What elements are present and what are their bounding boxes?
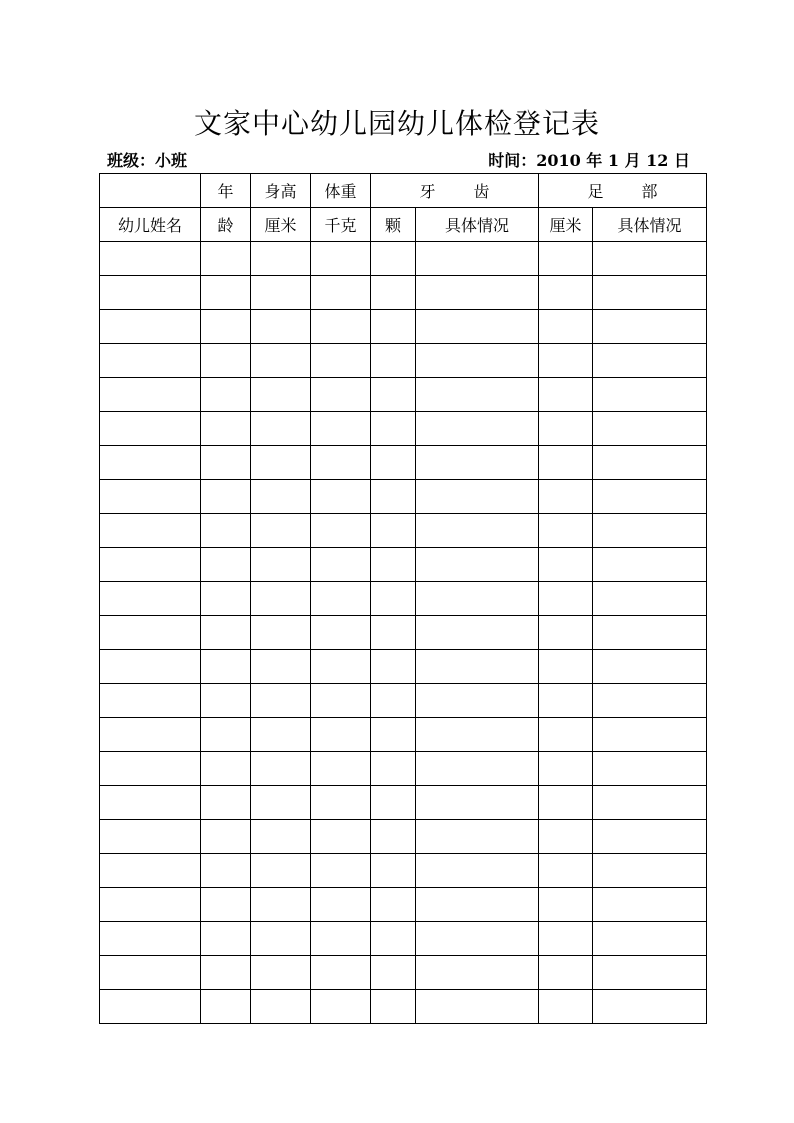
foot-cell bbox=[539, 650, 593, 684]
height-cell bbox=[251, 650, 311, 684]
height-cell bbox=[251, 548, 311, 582]
name-cell bbox=[100, 344, 201, 378]
height-unit-header: 厘米 bbox=[251, 208, 311, 242]
foot-header bbox=[539, 174, 707, 208]
teeth-detail-cell bbox=[416, 990, 539, 1024]
name-cell bbox=[100, 752, 201, 786]
table-row bbox=[100, 854, 707, 888]
page-title: 文家中心幼儿园幼儿体检登记表 bbox=[193, 107, 600, 140]
foot-cell bbox=[539, 242, 593, 276]
header-row-2 bbox=[100, 208, 707, 242]
age-cell bbox=[201, 888, 251, 922]
teeth-detail-cell bbox=[416, 888, 539, 922]
height-cell bbox=[251, 922, 311, 956]
teeth-detail-cell bbox=[416, 582, 539, 616]
teeth-count-cell bbox=[371, 650, 416, 684]
header-row-1 bbox=[100, 174, 707, 208]
teeth-count-cell bbox=[371, 718, 416, 752]
name-cell bbox=[100, 616, 201, 650]
age-cell bbox=[201, 412, 251, 446]
height-cell bbox=[251, 956, 311, 990]
weight-cell bbox=[311, 684, 371, 718]
weight-cell bbox=[311, 344, 371, 378]
foot-detail-cell bbox=[593, 650, 707, 684]
teeth-count-cell bbox=[371, 310, 416, 344]
teeth-header bbox=[371, 174, 539, 208]
height-cell bbox=[251, 582, 311, 616]
foot-detail-cell bbox=[593, 548, 707, 582]
name-cell bbox=[100, 888, 201, 922]
teeth-count-cell bbox=[371, 616, 416, 650]
teeth-detail-cell bbox=[416, 684, 539, 718]
teeth-detail-cell bbox=[416, 480, 539, 514]
foot-cell bbox=[539, 922, 593, 956]
name-cell bbox=[100, 480, 201, 514]
name-cell bbox=[100, 684, 201, 718]
age-cell bbox=[201, 786, 251, 820]
table-row bbox=[100, 446, 707, 480]
name-cell bbox=[100, 310, 201, 344]
teeth-count-cell bbox=[371, 752, 416, 786]
age-header-bottom: 龄 bbox=[201, 208, 251, 242]
height-cell bbox=[251, 786, 311, 820]
name-cell bbox=[100, 276, 201, 310]
foot-detail-cell bbox=[593, 616, 707, 650]
teeth-count-cell bbox=[371, 854, 416, 888]
foot-detail-cell bbox=[593, 378, 707, 412]
teeth-count-cell bbox=[371, 582, 416, 616]
teeth-count-cell bbox=[371, 378, 416, 412]
table-row bbox=[100, 378, 707, 412]
foot-detail-cell bbox=[593, 922, 707, 956]
weight-cell bbox=[311, 956, 371, 990]
age-cell bbox=[201, 854, 251, 888]
table-row bbox=[100, 582, 707, 616]
name-cell bbox=[100, 786, 201, 820]
foot-detail-cell bbox=[593, 480, 707, 514]
weight-cell bbox=[311, 650, 371, 684]
name-cell bbox=[100, 446, 201, 480]
foot-detail-cell bbox=[593, 344, 707, 378]
teeth-detail-cell bbox=[416, 344, 539, 378]
height-header-top: 身高 bbox=[251, 174, 311, 208]
table-row bbox=[100, 922, 707, 956]
table-row bbox=[100, 718, 707, 752]
table-row bbox=[100, 990, 707, 1024]
weight-cell bbox=[311, 786, 371, 820]
teeth-detail-cell bbox=[416, 412, 539, 446]
weight-cell bbox=[311, 480, 371, 514]
teeth-count-cell bbox=[371, 786, 416, 820]
table-row bbox=[100, 412, 707, 446]
height-cell bbox=[251, 344, 311, 378]
weight-cell bbox=[311, 752, 371, 786]
foot-detail-cell bbox=[593, 854, 707, 888]
table-row bbox=[100, 344, 707, 378]
weight-cell bbox=[311, 922, 371, 956]
foot-detail-cell bbox=[593, 242, 707, 276]
weight-cell bbox=[311, 548, 371, 582]
name-cell bbox=[100, 242, 201, 276]
teeth-count-cell bbox=[371, 684, 416, 718]
age-cell bbox=[201, 242, 251, 276]
foot-cell bbox=[539, 582, 593, 616]
name-cell bbox=[100, 990, 201, 1024]
teeth-count-header: 颗 bbox=[371, 208, 416, 242]
name-header: 幼儿姓名 bbox=[100, 208, 201, 242]
height-cell bbox=[251, 480, 311, 514]
height-cell bbox=[251, 684, 311, 718]
age-cell bbox=[201, 956, 251, 990]
age-cell bbox=[201, 990, 251, 1024]
weight-cell bbox=[311, 854, 371, 888]
weight-cell bbox=[311, 276, 371, 310]
foot-cell bbox=[539, 378, 593, 412]
teeth-count-cell bbox=[371, 480, 416, 514]
height-cell bbox=[251, 616, 311, 650]
age-cell bbox=[201, 310, 251, 344]
foot-cell bbox=[539, 276, 593, 310]
weight-header-top: 体重 bbox=[311, 174, 371, 208]
date-label: 时间：2010 年 1 月 12 日 bbox=[488, 151, 690, 170]
foot-detail-cell bbox=[593, 888, 707, 922]
table-row bbox=[100, 276, 707, 310]
foot-cell bbox=[539, 786, 593, 820]
age-cell bbox=[201, 276, 251, 310]
table-row bbox=[100, 820, 707, 854]
foot-detail-cell bbox=[593, 310, 707, 344]
teeth-count-cell bbox=[371, 276, 416, 310]
weight-cell bbox=[311, 820, 371, 854]
foot-cell bbox=[539, 718, 593, 752]
teeth-detail-cell bbox=[416, 854, 539, 888]
age-cell bbox=[201, 752, 251, 786]
table-row bbox=[100, 480, 707, 514]
foot-cell bbox=[539, 616, 593, 650]
foot-cell bbox=[539, 888, 593, 922]
name-cell bbox=[100, 514, 201, 548]
foot-cell bbox=[539, 446, 593, 480]
foot-cell bbox=[539, 412, 593, 446]
table-row bbox=[100, 956, 707, 990]
name-cell bbox=[100, 378, 201, 412]
teeth-detail-cell bbox=[416, 548, 539, 582]
foot-cell bbox=[539, 990, 593, 1024]
teeth-detail-cell bbox=[416, 752, 539, 786]
teeth-count-cell bbox=[371, 446, 416, 480]
teeth-detail-cell bbox=[416, 922, 539, 956]
name-cell bbox=[100, 718, 201, 752]
teeth-detail-cell bbox=[416, 446, 539, 480]
foot-detail-cell bbox=[593, 514, 707, 548]
teeth-count-cell bbox=[371, 412, 416, 446]
teeth-count-cell bbox=[371, 922, 416, 956]
name-cell bbox=[100, 412, 201, 446]
teeth-count-cell bbox=[371, 956, 416, 990]
teeth-count-cell bbox=[371, 344, 416, 378]
weight-cell bbox=[311, 242, 371, 276]
name-cell bbox=[100, 854, 201, 888]
teeth-detail-cell bbox=[416, 650, 539, 684]
age-cell bbox=[201, 616, 251, 650]
teeth-detail-cell bbox=[416, 514, 539, 548]
foot-detail-cell bbox=[593, 956, 707, 990]
teeth-detail-cell bbox=[416, 718, 539, 752]
height-cell bbox=[251, 310, 311, 344]
weight-cell bbox=[311, 412, 371, 446]
age-cell bbox=[201, 548, 251, 582]
weight-cell bbox=[311, 718, 371, 752]
height-cell bbox=[251, 888, 311, 922]
name-cell bbox=[100, 650, 201, 684]
age-cell bbox=[201, 820, 251, 854]
height-cell bbox=[251, 514, 311, 548]
age-cell bbox=[201, 514, 251, 548]
table-row bbox=[100, 548, 707, 582]
checkup-table bbox=[99, 173, 707, 1024]
height-cell bbox=[251, 446, 311, 480]
foot-cell bbox=[539, 854, 593, 888]
teeth-detail-cell bbox=[416, 310, 539, 344]
table-row bbox=[100, 888, 707, 922]
foot-detail-cell bbox=[593, 820, 707, 854]
foot-cell bbox=[539, 820, 593, 854]
age-cell bbox=[201, 684, 251, 718]
weight-cell bbox=[311, 990, 371, 1024]
foot-header-label: 足部 bbox=[587, 182, 696, 201]
teeth-detail-cell bbox=[416, 276, 539, 310]
age-cell bbox=[201, 378, 251, 412]
table-row bbox=[100, 616, 707, 650]
height-cell bbox=[251, 854, 311, 888]
height-cell bbox=[251, 242, 311, 276]
name-cell bbox=[100, 956, 201, 990]
foot-detail-header: 具体情况 bbox=[593, 208, 707, 242]
age-cell bbox=[201, 480, 251, 514]
height-cell bbox=[251, 412, 311, 446]
teeth-detail-cell bbox=[416, 786, 539, 820]
foot-cell bbox=[539, 956, 593, 990]
teeth-count-cell bbox=[371, 820, 416, 854]
foot-cell bbox=[539, 344, 593, 378]
teeth-count-cell bbox=[371, 888, 416, 922]
foot-detail-cell bbox=[593, 990, 707, 1024]
age-cell bbox=[201, 446, 251, 480]
height-cell bbox=[251, 378, 311, 412]
table-row bbox=[100, 242, 707, 276]
teeth-detail-cell bbox=[416, 956, 539, 990]
age-cell bbox=[201, 582, 251, 616]
teeth-count-cell bbox=[371, 242, 416, 276]
name-cell bbox=[100, 582, 201, 616]
foot-cell bbox=[539, 752, 593, 786]
weight-cell bbox=[311, 310, 371, 344]
foot-cell bbox=[539, 480, 593, 514]
table-row bbox=[100, 310, 707, 344]
foot-detail-cell bbox=[593, 786, 707, 820]
table-row bbox=[100, 514, 707, 548]
foot-cell bbox=[539, 514, 593, 548]
teeth-detail-cell bbox=[416, 242, 539, 276]
age-cell bbox=[201, 718, 251, 752]
foot-unit-header: 厘米 bbox=[539, 208, 593, 242]
foot-detail-cell bbox=[593, 276, 707, 310]
weight-cell bbox=[311, 378, 371, 412]
teeth-count-cell bbox=[371, 514, 416, 548]
teeth-detail-cell bbox=[416, 616, 539, 650]
teeth-detail-cell bbox=[416, 820, 539, 854]
height-cell bbox=[251, 718, 311, 752]
height-cell bbox=[251, 752, 311, 786]
weight-cell bbox=[311, 514, 371, 548]
weight-cell bbox=[311, 446, 371, 480]
weight-unit-header: 千克 bbox=[311, 208, 371, 242]
name-header-top bbox=[100, 174, 201, 208]
teeth-count-cell bbox=[371, 990, 416, 1024]
height-cell bbox=[251, 276, 311, 310]
class-label: 班级：小班 bbox=[107, 151, 188, 170]
table-row bbox=[100, 684, 707, 718]
teeth-count-cell bbox=[371, 548, 416, 582]
foot-detail-cell bbox=[593, 752, 707, 786]
table-row bbox=[100, 786, 707, 820]
table-row bbox=[100, 752, 707, 786]
foot-cell bbox=[539, 684, 593, 718]
weight-cell bbox=[311, 616, 371, 650]
age-header-top: 年 bbox=[201, 174, 251, 208]
foot-cell bbox=[539, 310, 593, 344]
name-cell bbox=[100, 922, 201, 956]
age-cell bbox=[201, 922, 251, 956]
table-row bbox=[100, 650, 707, 684]
teeth-header-label: 牙齿 bbox=[419, 182, 528, 201]
foot-detail-cell bbox=[593, 412, 707, 446]
foot-cell bbox=[539, 548, 593, 582]
weight-cell bbox=[311, 582, 371, 616]
name-cell bbox=[100, 548, 201, 582]
foot-detail-cell bbox=[593, 684, 707, 718]
age-cell bbox=[201, 344, 251, 378]
height-cell bbox=[251, 990, 311, 1024]
height-cell bbox=[251, 820, 311, 854]
foot-detail-cell bbox=[593, 718, 707, 752]
age-cell bbox=[201, 650, 251, 684]
teeth-detail-header: 具体情况 bbox=[416, 208, 539, 242]
name-cell bbox=[100, 820, 201, 854]
foot-detail-cell bbox=[593, 582, 707, 616]
teeth-detail-cell bbox=[416, 378, 539, 412]
weight-cell bbox=[311, 888, 371, 922]
foot-detail-cell bbox=[593, 446, 707, 480]
